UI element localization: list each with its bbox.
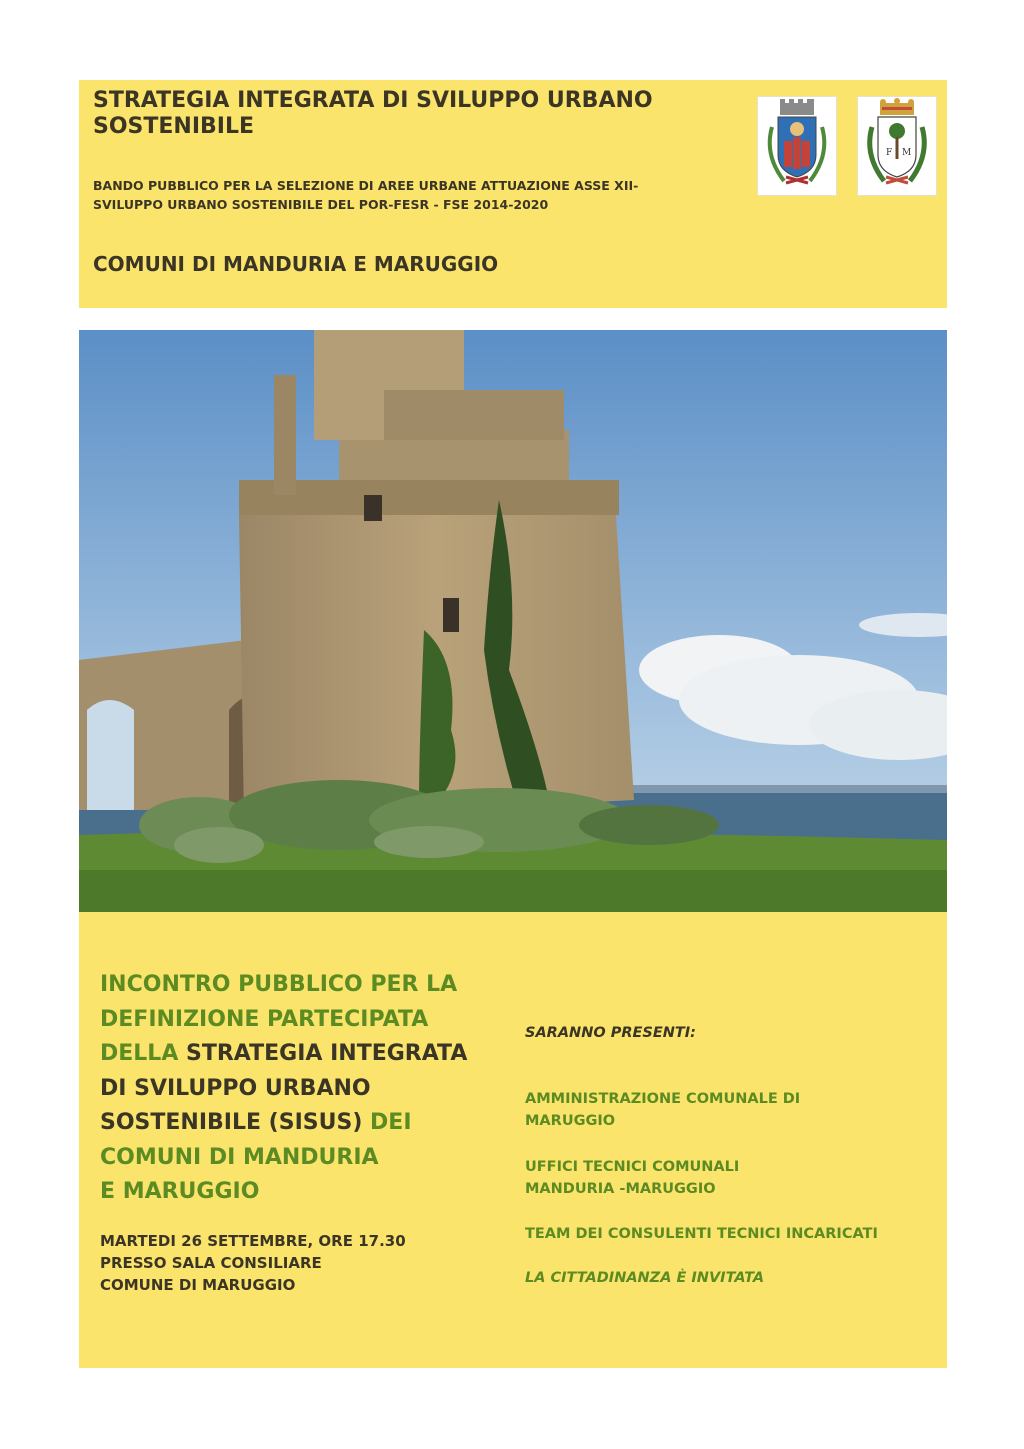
- event-venue: PRESSO SALA CONSILIARE: [100, 1254, 322, 1272]
- municipalities-label: COMUNI DI MANDURIA E MARUGGIO: [93, 252, 499, 276]
- manduria-crest-icon: [757, 96, 837, 196]
- public-invitation: LA CITTADINANZA È INVITATA: [525, 1270, 765, 1286]
- event-title: INCONTRO PUBBLICO PER LA DEFINIZIONE PARTECIPATA DELLA STRATEGIA INTEGRATA DI SVILUPPO URBANO SOSTENIBILE (SISUS) DEI COMUNI DI MANDURIA E MARUGGIO: [100, 972, 468, 1204]
- attendee-administration: AMMINISTRAZIONE COMUNALE DI MARUGGIO: [525, 1091, 801, 1129]
- coastal-watchtower-icon: [79, 330, 947, 912]
- event-date: MARTEDI 26 SETTEMBRE, ORE 17.30: [100, 1232, 406, 1250]
- event-venue-town: COMUNE DI MARUGGIO: [100, 1276, 296, 1294]
- attendees-heading: SARANNO PRESENTI:: [525, 1025, 696, 1041]
- crest-letter-m: M: [902, 148, 912, 158]
- event-details: [100, 1230, 406, 1296]
- call-subtitle: BANDO PUBBLICO PER LA SELEZIONE DI AREE URBANE ATTUAZIONE ASSE XII- SVILUPPO URBANO SOSTENIBILE DEL POR-FESR - FSE 2014-2020: [93, 178, 639, 212]
- coastal-watchtower-photo: [79, 330, 947, 912]
- header-panel: [79, 80, 947, 308]
- crest-letter-f: F: [886, 148, 893, 158]
- document-title: STRATEGIA INTEGRATA DI SVILUPPO URBANO SOSTENIBILE: [93, 88, 653, 139]
- event-panel: [79, 912, 947, 1368]
- attendee-consultants: TEAM DEI CONSULENTI TECNICI INCARICATI: [525, 1226, 878, 1242]
- maruggio-crest-icon: [857, 96, 937, 196]
- attendee-technical-offices: UFFICI TECNICI COMUNALI MANDURIA -MARUGGIO: [525, 1159, 740, 1197]
